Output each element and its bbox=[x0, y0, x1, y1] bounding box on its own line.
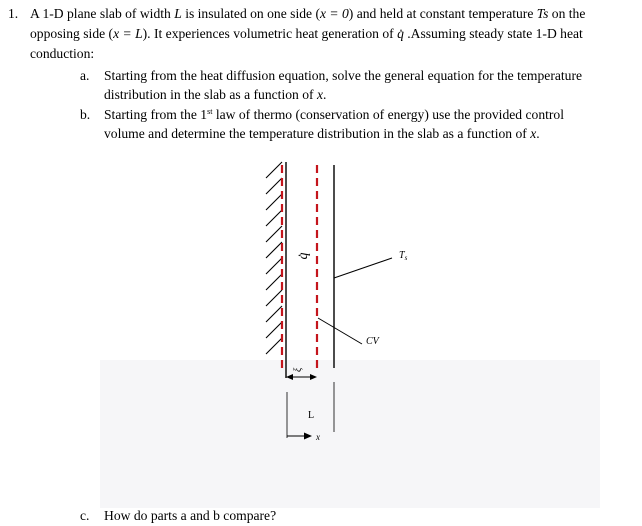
shaded-region bbox=[100, 360, 600, 508]
heat-generation-label: q̇ bbox=[296, 252, 311, 260]
cv-label: CV bbox=[366, 336, 379, 347]
problem-stem-line-1: A 1-D plane slab of width L is insulated on one side (x = 0) and held at constant temperature Ts on the bbox=[30, 6, 586, 21]
part-c-label: c. bbox=[80, 508, 90, 523]
part-a-line-1: Starting from the heat diffusion equation, solve the general equation for the temperature bbox=[104, 68, 583, 83]
xi-label: ξ bbox=[293, 367, 304, 372]
problem-stem-line-3: conduction: bbox=[30, 46, 95, 61]
part-b-line-1: Starting from the 1st law of thermo (conservation of energy) use the provided control bbox=[104, 107, 564, 122]
ts-leader-line bbox=[334, 258, 392, 278]
problem-number: 1. bbox=[8, 6, 19, 21]
insulation-hatching bbox=[266, 162, 282, 354]
part-c-line-1: How do parts a and b compare? bbox=[104, 508, 277, 523]
part-a-line-2: distribution in the slab as a function of x. bbox=[104, 87, 327, 102]
length-label: L bbox=[308, 410, 315, 421]
part-a-label: a. bbox=[80, 68, 90, 83]
part-b-label: b. bbox=[80, 107, 91, 122]
x-axis-label: x bbox=[316, 432, 320, 442]
part-b-line-2: volume and determine the temperature distribution in the slab as a function of x. bbox=[104, 126, 540, 141]
ts-label: $T_s$ bbox=[399, 250, 408, 262]
problem-stem-line-2: opposing side (x = L). It experiences volumetric heat generation of q̇ .Assuming steady state 1-D heat bbox=[30, 26, 583, 41]
cv-leader-line bbox=[318, 318, 362, 344]
